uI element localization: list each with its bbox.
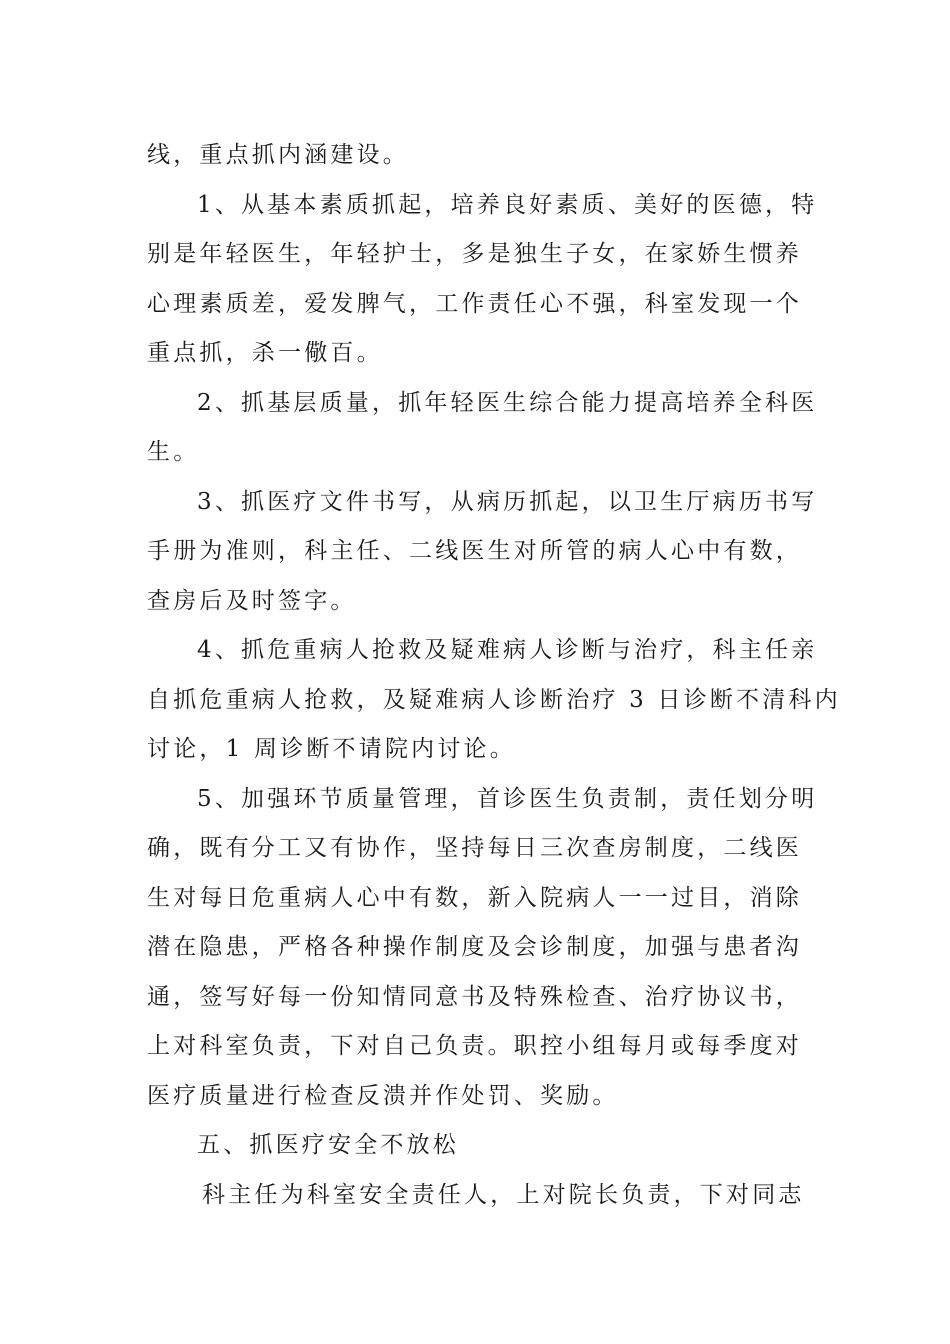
- text-line: 医疗质量进行检查反溃并作处罚、奖励。: [147, 1082, 619, 1109]
- paragraph-5-start: 5、加强环节质量管理，首诊医生负责制，责任划分明: [197, 785, 818, 812]
- text-line: 别是年轻医生，年轻护士，多是独生子女，在家娇生惯养: [147, 241, 802, 267]
- text-line: 重点抓，杀一儆百。: [147, 340, 383, 366]
- text-line: 讨论，1 周诊断不请院内讨论。: [147, 736, 516, 762]
- paragraph-2-start: 2、抓基层质量，抓年轻医生综合能力提高培养全科医: [197, 389, 818, 416]
- text-line: 通，签写好每一份知情同意书及特殊检查、治疗协议书，: [147, 983, 802, 1010]
- text-line: 生对每日危重病人心中有数，新入院病人一一过目，消除: [147, 884, 802, 911]
- text-line: 潜在隐患，严格各种操作制度及会诊制度，加强与患者沟: [147, 934, 802, 960]
- text-line: 查房后及时签字。: [147, 587, 357, 614]
- paragraph-6-start: 科主任为科室安全责任人，上对院长负责，下对同志: [202, 1181, 805, 1208]
- text-line: 确，既有分工又有协作，坚持每日三次查房制度，二线医: [147, 835, 802, 861]
- text-line: 心理素质差，爱发脾气，工作责任心不强，科室发现一个: [147, 290, 802, 317]
- paragraph-4-start: 4、抓危重病人抢救及疑难病人诊断与治疗，科主任亲: [197, 637, 818, 663]
- text-line: 上对科室负责，下对自己负责。职控小组每月或每季度对: [147, 1033, 802, 1059]
- paragraph-3-start: 3、抓医疗文件书写，从病历抓起，以卫生厅病历书写: [197, 488, 818, 515]
- text-line: 生。: [147, 439, 200, 465]
- paragraph-1-start: 1、从基本素质抓起，培养良好素质、美好的医德，特: [197, 191, 818, 218]
- text-line: 线，重点抓内涵建设。: [147, 142, 409, 168]
- document-body: [147, 131, 841, 1220]
- section-heading: 五、抓医疗安全不放松: [197, 1132, 459, 1158]
- text-line: 自抓危重病人抢救，及疑难病人诊断治疗 3 日诊断不清科内: [147, 686, 841, 713]
- text-line: 手册为准则，科主任、二线医生对所管的病人心中有数，: [147, 538, 802, 564]
